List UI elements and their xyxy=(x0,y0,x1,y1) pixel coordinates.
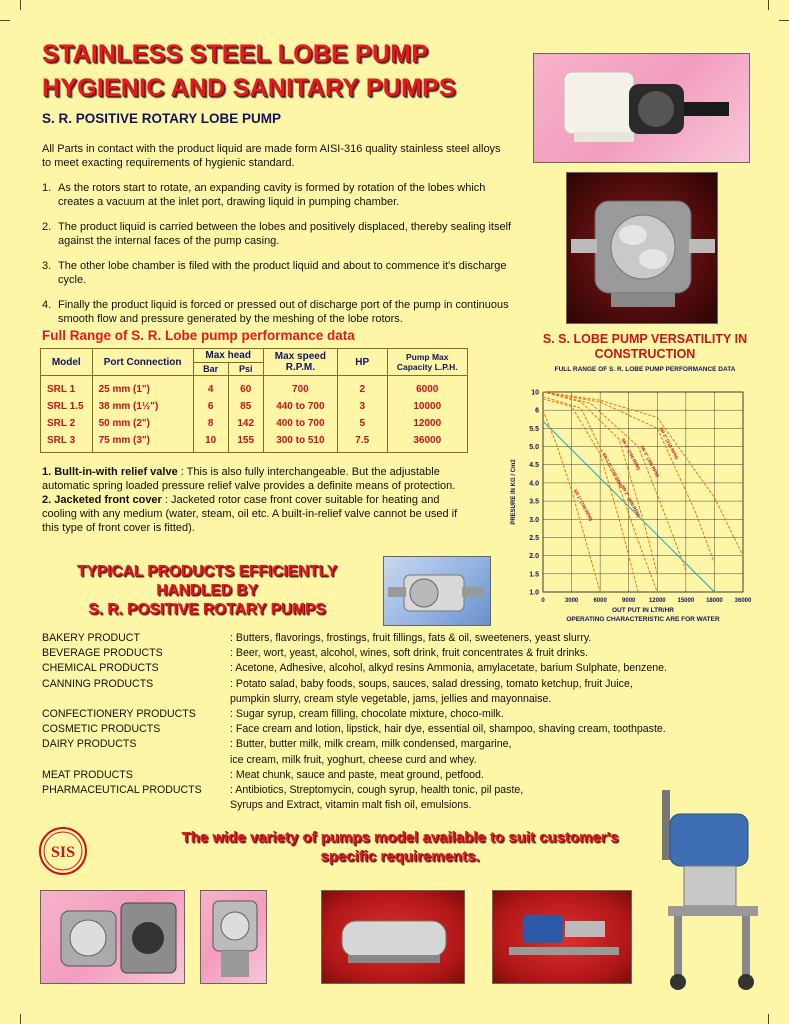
typical-line2: HANDLED BY xyxy=(156,582,258,599)
list-item xyxy=(42,298,512,326)
product-category: CHEMICAL PRODUCTS xyxy=(42,662,159,675)
series-label: SR 2" (400 RPM) xyxy=(620,484,642,519)
cell-port: 50 mm (2") xyxy=(92,415,193,432)
list-item xyxy=(42,646,742,661)
feature-label: 2. Jacketed front cover xyxy=(42,494,162,506)
list-item xyxy=(42,259,512,287)
feature-text: : Jacketed rotor case front cover suitable for heating and cooling with any medium (water, steam, oil etc. A built-in-relief valve cannot be used if this type of front cover is fitted). xyxy=(42,494,458,534)
product-items: : Antibiotics, Streptomycin, cough syrup, health tonic, pil paste, xyxy=(230,784,524,797)
product-items: : Potato salad, baby foods, soups, sauces, salad dressing, tomato ketchup, fruit Juice, xyxy=(230,677,633,690)
list-item xyxy=(42,181,512,209)
list-item xyxy=(42,753,742,768)
product-category: PHARMACEUTICAL PRODUCTS xyxy=(42,784,202,797)
col-port: Port Connection xyxy=(92,349,193,376)
col-hp: HP xyxy=(338,349,388,376)
crop-mark xyxy=(20,0,21,10)
cell-bar: 8 xyxy=(193,415,228,432)
logo-text: SIS xyxy=(50,844,76,861)
y-tick-label: 1.5 xyxy=(529,571,539,579)
cell-hp: 2 xyxy=(338,376,388,399)
product-items: ice cream, milk fruit, yoghurt, cheese curd and whey. xyxy=(230,753,477,766)
list-item xyxy=(42,783,742,798)
chart-subtitle: FULL RANGE OF S. R. LOBE PUMP PERFORMANCE DATA xyxy=(554,366,736,373)
x-tick-label: 9000 xyxy=(622,598,636,604)
x-tick-label: 6000 xyxy=(593,598,607,604)
crop-mark xyxy=(0,20,10,21)
pump-photo-rotors xyxy=(566,172,718,324)
product-items: : Sugar syrup, cream filling, chocolate mixture, choco-milk. xyxy=(230,708,504,721)
cell-hp: 3 xyxy=(338,398,388,415)
product-category: MEAT PRODUCTS xyxy=(42,768,133,781)
series-label: SR 3" (510 RPM) xyxy=(658,426,680,460)
cell-capacity: 36000 xyxy=(387,432,468,453)
cell-bar: 4 xyxy=(193,376,228,399)
y-tick-label: 2.0 xyxy=(529,553,539,561)
cell-model: SRL 2 xyxy=(41,415,93,432)
series-label: SR 1.5" (700 RPM) xyxy=(601,451,624,489)
cell-speed: 300 to 510 xyxy=(263,432,337,453)
cell-capacity: 10000 xyxy=(387,398,468,415)
cell-port: 25 mm (1") xyxy=(92,376,193,399)
x-tick-label: 12000 xyxy=(648,598,666,604)
list-item xyxy=(42,220,512,248)
pump-photo-small xyxy=(383,556,491,626)
cell-speed: 440 to 700 xyxy=(263,398,337,415)
feature-label: 1. Bullt-in-with relief valve xyxy=(42,466,178,478)
y-tick-label: 4.5 xyxy=(529,462,539,470)
col-max-head: Max head xyxy=(193,349,263,363)
cell-speed: 400 to 700 xyxy=(263,415,337,432)
col-capacity: Pump Max Capacity L.P.H. xyxy=(387,349,468,376)
cell-bar: 10 xyxy=(193,432,228,453)
crop-mark xyxy=(768,1014,769,1024)
bottom-line1: The wide variety of pumps model available to suit customer's xyxy=(181,829,619,846)
cell-psi: 60 xyxy=(228,376,263,399)
cell-port: 38 mm (1½") xyxy=(92,398,193,415)
list-item xyxy=(42,661,742,676)
series-label: SR 2" (700 RPM) xyxy=(620,437,642,471)
performance-chart xyxy=(505,380,770,630)
y-tick-label: 3.5 xyxy=(529,498,539,506)
y-tick-label: 1.0 xyxy=(529,589,539,597)
chart-footer: OPERATING CHARACTERISTIC ARE FOR WATER xyxy=(566,616,720,623)
table-row xyxy=(41,415,468,432)
col-max-speed: Max speed R.P.M. xyxy=(263,349,337,376)
cell-speed: 700 xyxy=(263,376,337,399)
step-number: 3. xyxy=(42,260,52,272)
cell-port: 75 mm (3") xyxy=(92,432,193,453)
bottom-line2: specific requirements. xyxy=(320,848,480,865)
y-tick-label: 3.0 xyxy=(529,516,539,524)
steps-list xyxy=(42,181,512,337)
product-category xyxy=(42,798,230,813)
cell-hp: 7.5 xyxy=(338,432,388,453)
list-item xyxy=(42,768,742,783)
col-psi: Psi xyxy=(228,363,263,376)
main-title-line2: HYGIENIC AND SANITARY PUMPS xyxy=(42,74,456,102)
cell-model: SRL 1.5 xyxy=(41,398,93,415)
product-items: : Butters, flavorings, frostings, fruit fillings, fats & oil, sweeteners, yeast slurry. xyxy=(230,632,592,644)
y-tick-label: 6 xyxy=(535,407,539,415)
chart-svg xyxy=(505,380,770,630)
typical-line1: TYPICAL PRODUCTS EFFICIENTLY xyxy=(76,563,338,580)
list-item xyxy=(42,692,742,707)
table-row xyxy=(41,398,468,415)
list-item xyxy=(42,737,742,752)
step-number: 2. xyxy=(42,221,52,233)
product-items: : Meat chunk, sauce and paste, meat ground, petfood. xyxy=(230,768,484,781)
x-tick-label: 18000 xyxy=(706,598,723,604)
product-category xyxy=(42,692,230,707)
crop-mark xyxy=(768,0,769,10)
performance-heading: Full Range of S. R. Lobe pump performance data xyxy=(42,328,355,343)
table-row xyxy=(41,432,468,453)
typical-products-heading xyxy=(42,562,372,619)
subtitle: S. R. POSITIVE ROTARY LOBE PUMP xyxy=(42,111,282,126)
pump-photo-trolley xyxy=(650,770,768,995)
product-items: : Acetone, Adhesive, alcohol, alkyd resins Ammonia, amylacetate, barium Sulphate, benzene. xyxy=(230,662,667,675)
series-line xyxy=(543,399,638,592)
x-tick-label: 0 xyxy=(541,598,545,604)
step-text: The product liquid is carried between the lobes and positively displaced, thereby sealing itself against the internal faces of the pump casing. xyxy=(58,221,512,247)
features-block xyxy=(42,465,472,535)
y-tick-label: 5.5 xyxy=(529,425,539,433)
x-axis-label: OUT PUT IN LTR/HR xyxy=(612,607,674,614)
table-row xyxy=(41,376,468,399)
col-model: Model xyxy=(41,349,93,376)
crop-mark xyxy=(779,20,789,21)
cell-psi: 155 xyxy=(228,432,263,453)
col-bar: Bar xyxy=(193,363,228,376)
pump-photo-bottom-4 xyxy=(492,890,632,984)
y-tick-label: 2.5 xyxy=(529,534,539,542)
product-category: DAIRY PRODUCTS xyxy=(42,738,137,751)
crop-mark xyxy=(20,1014,21,1024)
pump-photo-bottom-1 xyxy=(40,890,185,984)
list-item xyxy=(42,707,742,722)
product-items: : Face cream and lotion, lipstick, hair dye, essential oil, shampoo, shaving cream, toothpaste. xyxy=(230,723,666,736)
product-category xyxy=(42,753,230,768)
cell-psi: 142 xyxy=(228,415,263,432)
feature-text: : This is also fully interchangeable. But the adjustable automatic spring loaded pressure relief valve provides a definite means of protection. xyxy=(42,466,456,492)
cell-model: SRL 3 xyxy=(41,432,93,453)
feature-jacketed-cover xyxy=(42,493,472,535)
step-number: 1. xyxy=(42,182,52,194)
performance-table xyxy=(40,348,468,453)
x-tick-label: 36000 xyxy=(734,598,752,604)
list-item xyxy=(42,722,742,737)
typical-line3: S. R. POSITIVE ROTARY PUMPS xyxy=(88,601,326,618)
product-category: COSMETIC PRODUCTS xyxy=(42,723,161,736)
cell-hp: 5 xyxy=(338,415,388,432)
step-text: Finally the product liquid is forced or pressed out of discharge port of the pump in continuous smooth flow and pressure generated by the meshing of the lobe rotors. xyxy=(58,299,509,325)
intro-paragraph: All Parts in contact with the product liquid are made form AISI-316 quality stainless steel alloys to meet exacting requirements of hygienic standard. xyxy=(42,143,501,169)
sis-logo xyxy=(38,826,88,876)
pump-photo-top xyxy=(533,53,750,163)
step-number: 4. xyxy=(42,299,52,311)
product-category: CANNING PRODUCTS xyxy=(42,677,154,690)
product-items: Syrups and Extract, vitamin malt fish oil, emulsions. xyxy=(230,799,472,812)
y-tick-label: 4.0 xyxy=(529,480,539,488)
list-item xyxy=(42,631,742,646)
x-tick-label: 3000 xyxy=(564,598,579,604)
product-items: : Butter, butter milk, milk cream, milk condensed, margarine, xyxy=(230,738,512,751)
products-list xyxy=(42,631,742,813)
list-item xyxy=(42,798,742,813)
feature-relief-valve xyxy=(42,465,472,493)
list-item xyxy=(42,677,742,692)
main-title-line1: STAINLESS STEEL LOBE PUMP xyxy=(42,40,429,68)
cell-bar: 6 xyxy=(193,398,228,415)
chart-title: S. S. LOBE PUMP VERSATILITY IN CONSTRUCTION xyxy=(542,332,748,361)
y-axis-label: PRESURE IN KG / Cm2 xyxy=(511,459,517,525)
product-items: pumpkin slurry, cream style vegetable, jams, jellies and mayonnaise. xyxy=(230,692,552,705)
step-text: The other lobe chamber is filed with the product liquid and about to commence it's discharge cycle. xyxy=(58,260,507,286)
series-line xyxy=(543,392,686,570)
product-category: CONFECTIONERY PRODUCTS xyxy=(42,708,196,721)
cell-capacity: 12000 xyxy=(387,415,468,432)
pump-photo-bottom-2 xyxy=(200,890,267,984)
cell-capacity: 6000 xyxy=(387,376,468,399)
y-tick-label: 10 xyxy=(531,389,539,397)
cell-psi: 85 xyxy=(228,398,263,415)
series-label: SR 3" (300 RPM) xyxy=(639,444,661,479)
bottom-banner xyxy=(100,828,700,866)
step-text: As the rotors start to rotate, an expanding cavity is formed by rotation of the lobes which creates a vacuum at the inlet port, drawing liquid in pumping chamber. xyxy=(58,182,486,208)
pump-photo-bottom-3 xyxy=(321,890,465,984)
product-category: BEVERAGE PRODUCTS xyxy=(42,647,163,660)
y-tick-label: 5.0 xyxy=(529,444,539,452)
series-label: SR 1" (700 RPM) xyxy=(572,488,594,522)
series-line xyxy=(543,392,743,556)
x-tick-label: 15000 xyxy=(677,598,695,604)
product-items: : Beer, wort, yeast, alcohol, wines, soft drink, fruit concentrates & fruit drinks. xyxy=(230,647,588,660)
product-category: BAKERY PRODUCT xyxy=(42,632,140,644)
cell-model: SRL 1 xyxy=(41,376,93,399)
